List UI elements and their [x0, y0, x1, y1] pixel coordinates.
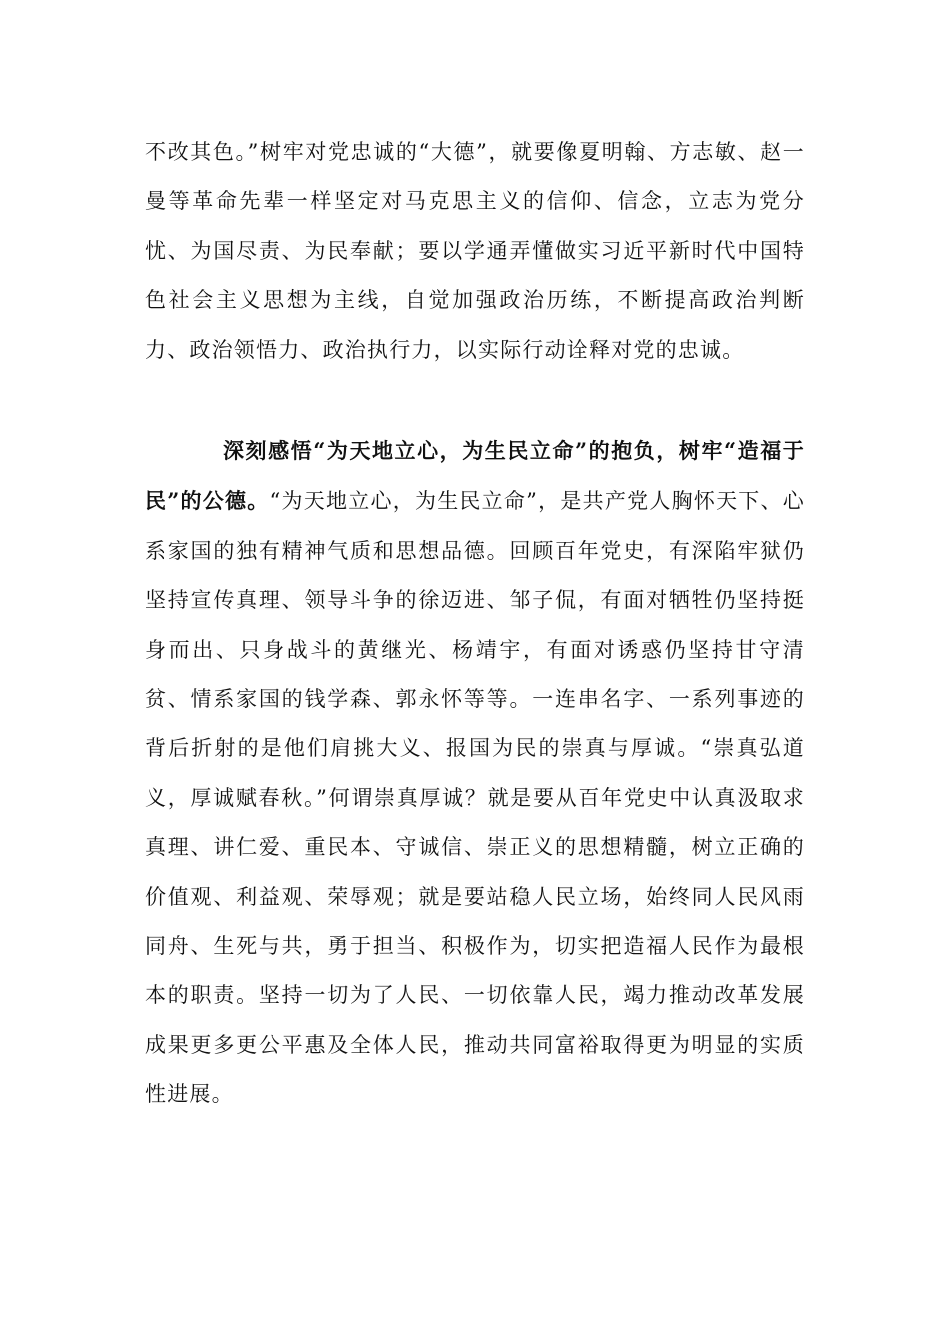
paragraph-body-text: “为天地立心，为生民立命”，是共产党人胸怀天下、心系家国的独有精神气质和思想品德。回顾百年党史，有深陷牢狱仍坚持宣传真理、领导斗争的徐迈进、邹子侃，有面对牺牲仍坚持挺身而出、只身战斗的黄继光、杨靖宇，有面对诱惑仍坚持甘守清贫、情系家国的钱学森、郭永怀等等。一连串名字、一系列事迹的背后折射的是他们肩挑大义、报国为民的崇真与厚诚。“崇真弘道义，厚诚赋春秋。”何谓崇真厚诚？就是要从百年党史中认真汲取求真理、讲仁爱、重民本、守诚信、崇正义的思想精髓，树立正确的价值观、利益观、荣辱观；就是要站稳人民立场，始终同人民风雨同舟、生死与共，勇于担当、积极作为，切实把造福人民作为最根本的职责。坚持一切为了人民、一切依靠人民，竭力推动改革发展成果更多更公平惠及全体人民，推动共同富裕取得更为明显的实质性进展。 — [145, 489, 805, 1107]
paragraph-people-welfare — [145, 426, 805, 1120]
paragraph-lead-heading: 深刻感悟“为天地立心，为生民立命”的抱负，树牢“造福于民”的公德。 — [145, 438, 805, 514]
paragraph-loyalty: 不改其色。”树牢对党忠诚的“大德”，就要像夏明翰、方志敏、赵一曼等革命先辈一样坚定对马克思主义的信仰、信念，立志为党分忧、为国尽责、为民奉献；要以学通弄懂做实习近平新时代中国特色社会主义思想为主线，自觉加强政治历练，不断提高政治判断力、政治领悟力、政治执行力，以实际行动诠释对党的忠诚。 — [145, 140, 805, 362]
